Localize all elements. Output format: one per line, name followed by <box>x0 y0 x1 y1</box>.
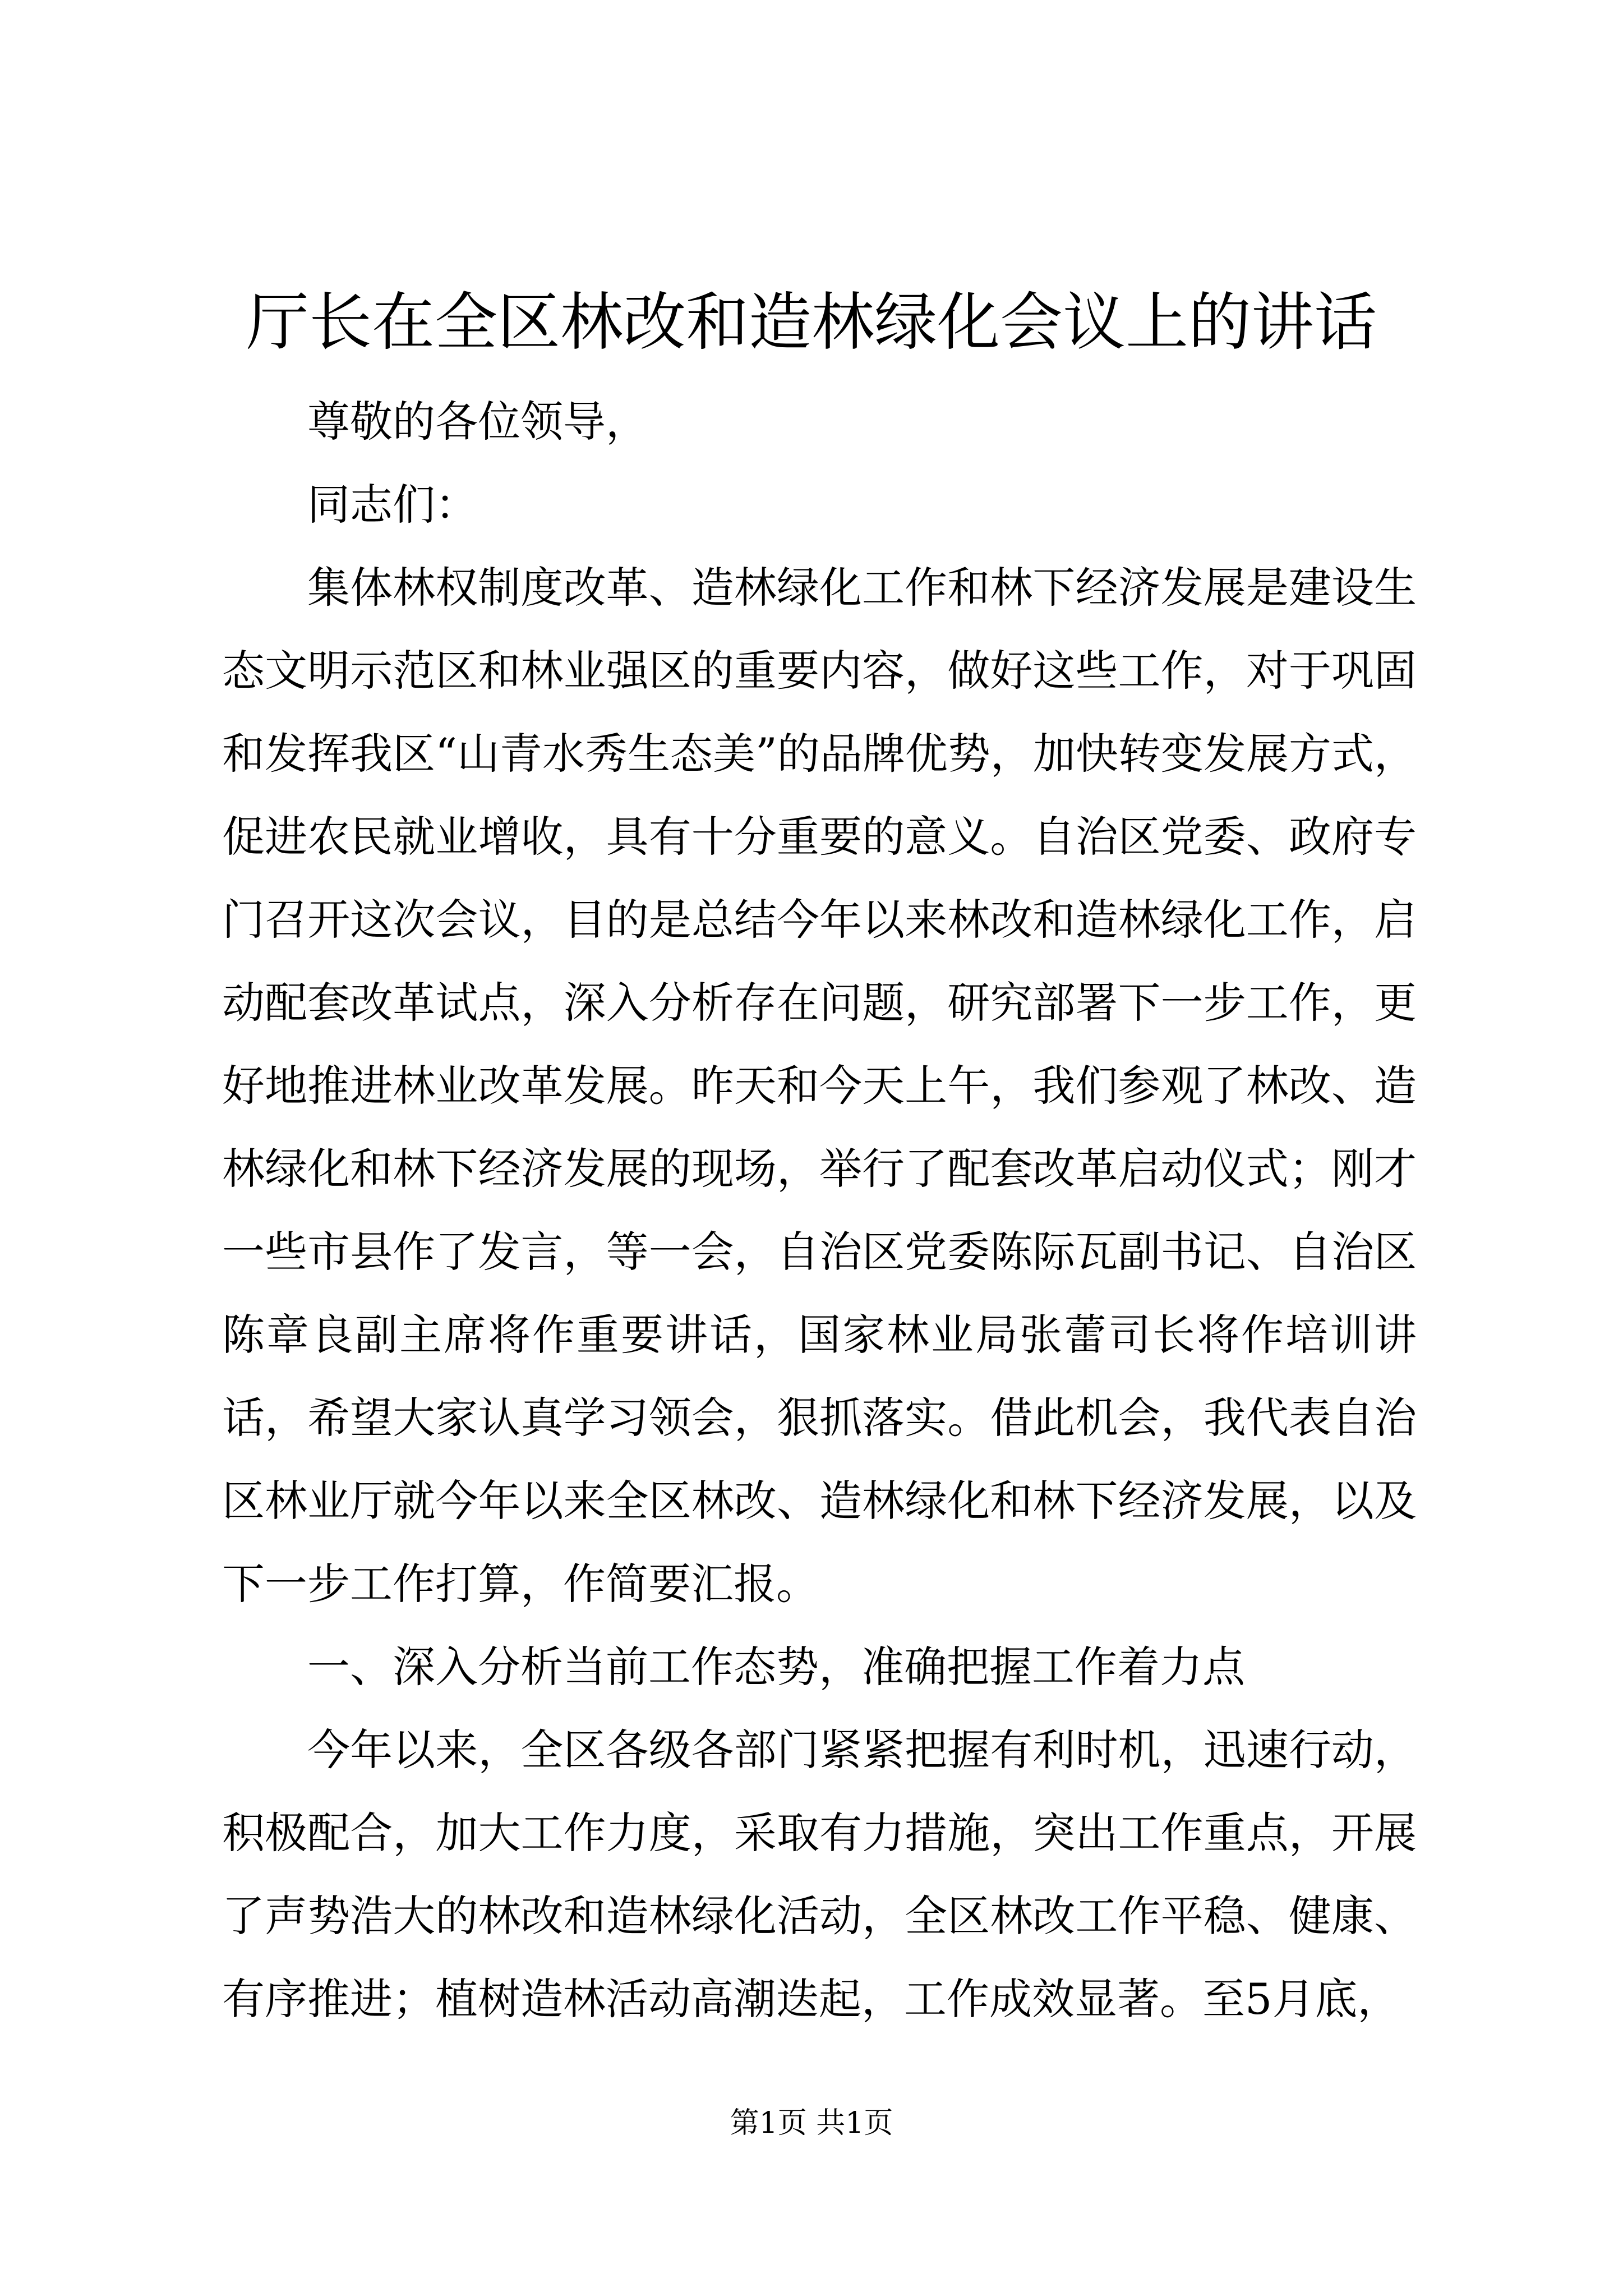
greeting-comrades: 同志们： <box>307 480 478 530</box>
body-paragraph: 集体林权制度改革、造林绿化工作和林下经济发展是建设生态文明示范区和林业强区的重要内容，做好这些工作，对于巩固和发挥我区“山青水秀生态美”的品牌优势，加快转变发展方式，促进农民就业增收，具有十分重要的意义。自治区党委、政府专门召开这次会议，目的是总结今年以来林改和造林绿化工作，启动配套改革试点，深入分析存在问题，研究部署下一步工作，更好地推进林业改革发展。昨天和今天上午，我们参观了林改、造林绿化和林下经济发展的现场，举行了配套改革启动仪式；刚才一些市县作了发言，等一会，自治区党委陈际瓦副书记、自治区陈章良副主席将作重要讲话，国家林业局张蕾司长将作培训讲话，希望大家认真学习领会，狠抓落实。借此机会，我代表自治区林业厅就今年以来全区林改、造林绿化和林下经济发展，以及下一步工作打算，作简要汇报。 <box>222 563 1417 1609</box>
body-paragraph: 今年以来，全区各级各部门紧紧把握有利时机，迅速行动，积极配合，加大工作力度，采取有力措施，突出工作重点，开展了声势浩大的林改和造林绿化活动，全区林改工作平稳、健康、有序推进；植树造林活动高潮迭起，工作成效显著。至5月底， <box>222 1725 1417 2024</box>
page-footer: 第1页 共1页 <box>730 2106 893 2140</box>
section-heading: 一、深入分析当前工作态势，准确把握工作着力点 <box>307 1642 1245 1692</box>
greeting-leaders: 尊敬的各位领导， <box>307 397 648 447</box>
document-title: 厅长在全区林改和造林绿化会议上的讲话 <box>246 286 1377 359</box>
document-body <box>222 380 1417 2041</box>
